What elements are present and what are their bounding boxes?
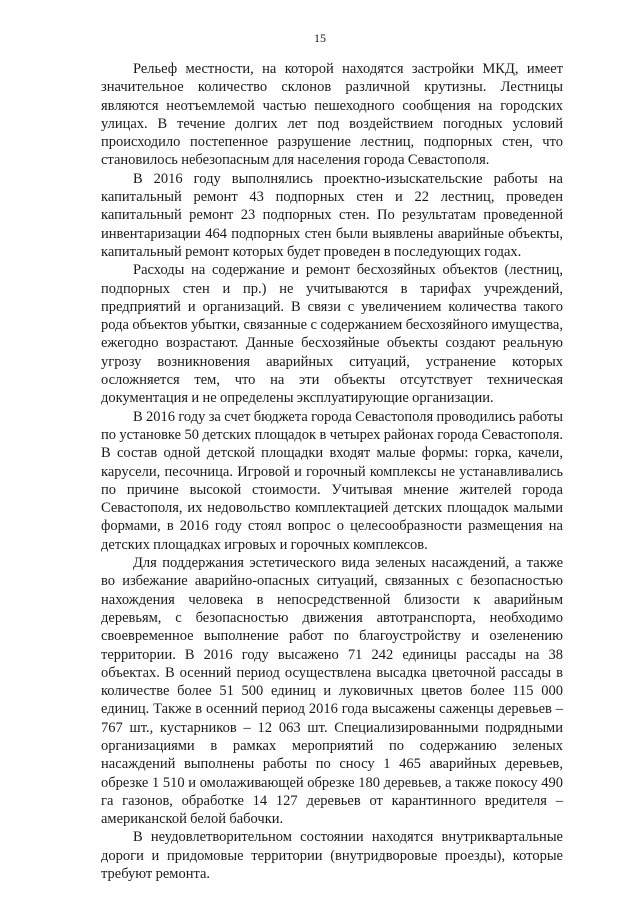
paragraph-terrain-stairs: Рельеф местности, на которой находятся застройки МКД, имеет значительное количество склонов различной крутизны. Лестницы являются неотъемлемой частью пешеходного сообщения на городских улицах. В течение долгих лет под воздействием погодных условий происходило постепенное разрушение лестниц, подпорных стен, что становилось небезопасным для населения города Севастополя.: [101, 61, 563, 169]
paragraph-roads: В неудовлетворительном состоянии находятся внутриквартальные дороги и придомовые территории (внутридворовые проезды), которые требуют ремонта.: [101, 829, 563, 883]
paragraph-playgrounds: В 2016 году за счет бюджета города Севастополя проводились работы по установке 50 детских площадок в четырех районах города Севастополя. В состав одной детской площадки входят малые формы: горка, качели, карусели, песочница. Игровой и горочный комплексы не устанавливались по причине высокой стоимости. Учитывая мнение жителей города Севастополя, их недовольство комплектацией детских площадок малыми формами, в 2016 году стоял вопрос о целесообразности размещения на детских площадках игровых и горочных комплексов.: [101, 408, 563, 553]
document-body: [101, 60, 563, 883]
paragraph-ownerless-objects: Расходы на содержание и ремонт бесхозяйных объектов (лестниц, подпорных стен и пр.) не учитываются в тарифах учреждений, предприятий и организаций. В связи с увеличением количества такого рода объектов убытки, связанные с содержанием бесхозяйного имущества, ежегодно возрастают. Данные бесхозяйные объекты создают реальную угрозу возникновения аварийных ситуаций, устранение которых осложняется тем, что на эти объекты отсутствует техническая документация и не определены эксплуатирующие организации.: [101, 262, 563, 407]
paragraph-2016-repairs: В 2016 году выполнялись проектно-изыскательские работы на капитальный ремонт 43 подпорных стен и 22 лестниц, проведен капитальный ремонт 23 подпорных стен. По результатам проведенной инвентаризации 464 подпорных стен были выявлены аварийные объекты, капитальный ремонт которых будет проведен в последующих годах.: [101, 170, 563, 260]
page-number: 15: [314, 31, 326, 45]
paragraph-green-spaces: Для поддержания эстетического вида зеленых насаждений, а также во избежание аварийно-опасных ситуаций, связанных с безопасностью нахождения человека в непосредственной близости к аварийным деревьям, с безопасностью движения автотранспорта, необходимо своевременное выполнение работ по благоустройству и озеленению территории. В 2016 году высажено 71 242 единицы рассады на 38 объектах. В осенний период осуществлена высадка цветочной рассады в количестве более 51 500 единиц и луковичных цветов более 115 000 единиц. Также в осенний период 2016 года высажены саженцы деревьев – 767 шт., кустарников – 12 063 шт. Специализированными подрядными организациями в рамках мероприятий по содержанию зеленых насаждений выполнены работы по сносу 1 465 аварийных деревьев, обрезке 1 510 и омолаживающей обрезке 180 деревьев, а также покосу 490 га газонов, обработке 14 127 деревьев от карантинного вредителя – американской белой бабочки.: [101, 555, 563, 828]
